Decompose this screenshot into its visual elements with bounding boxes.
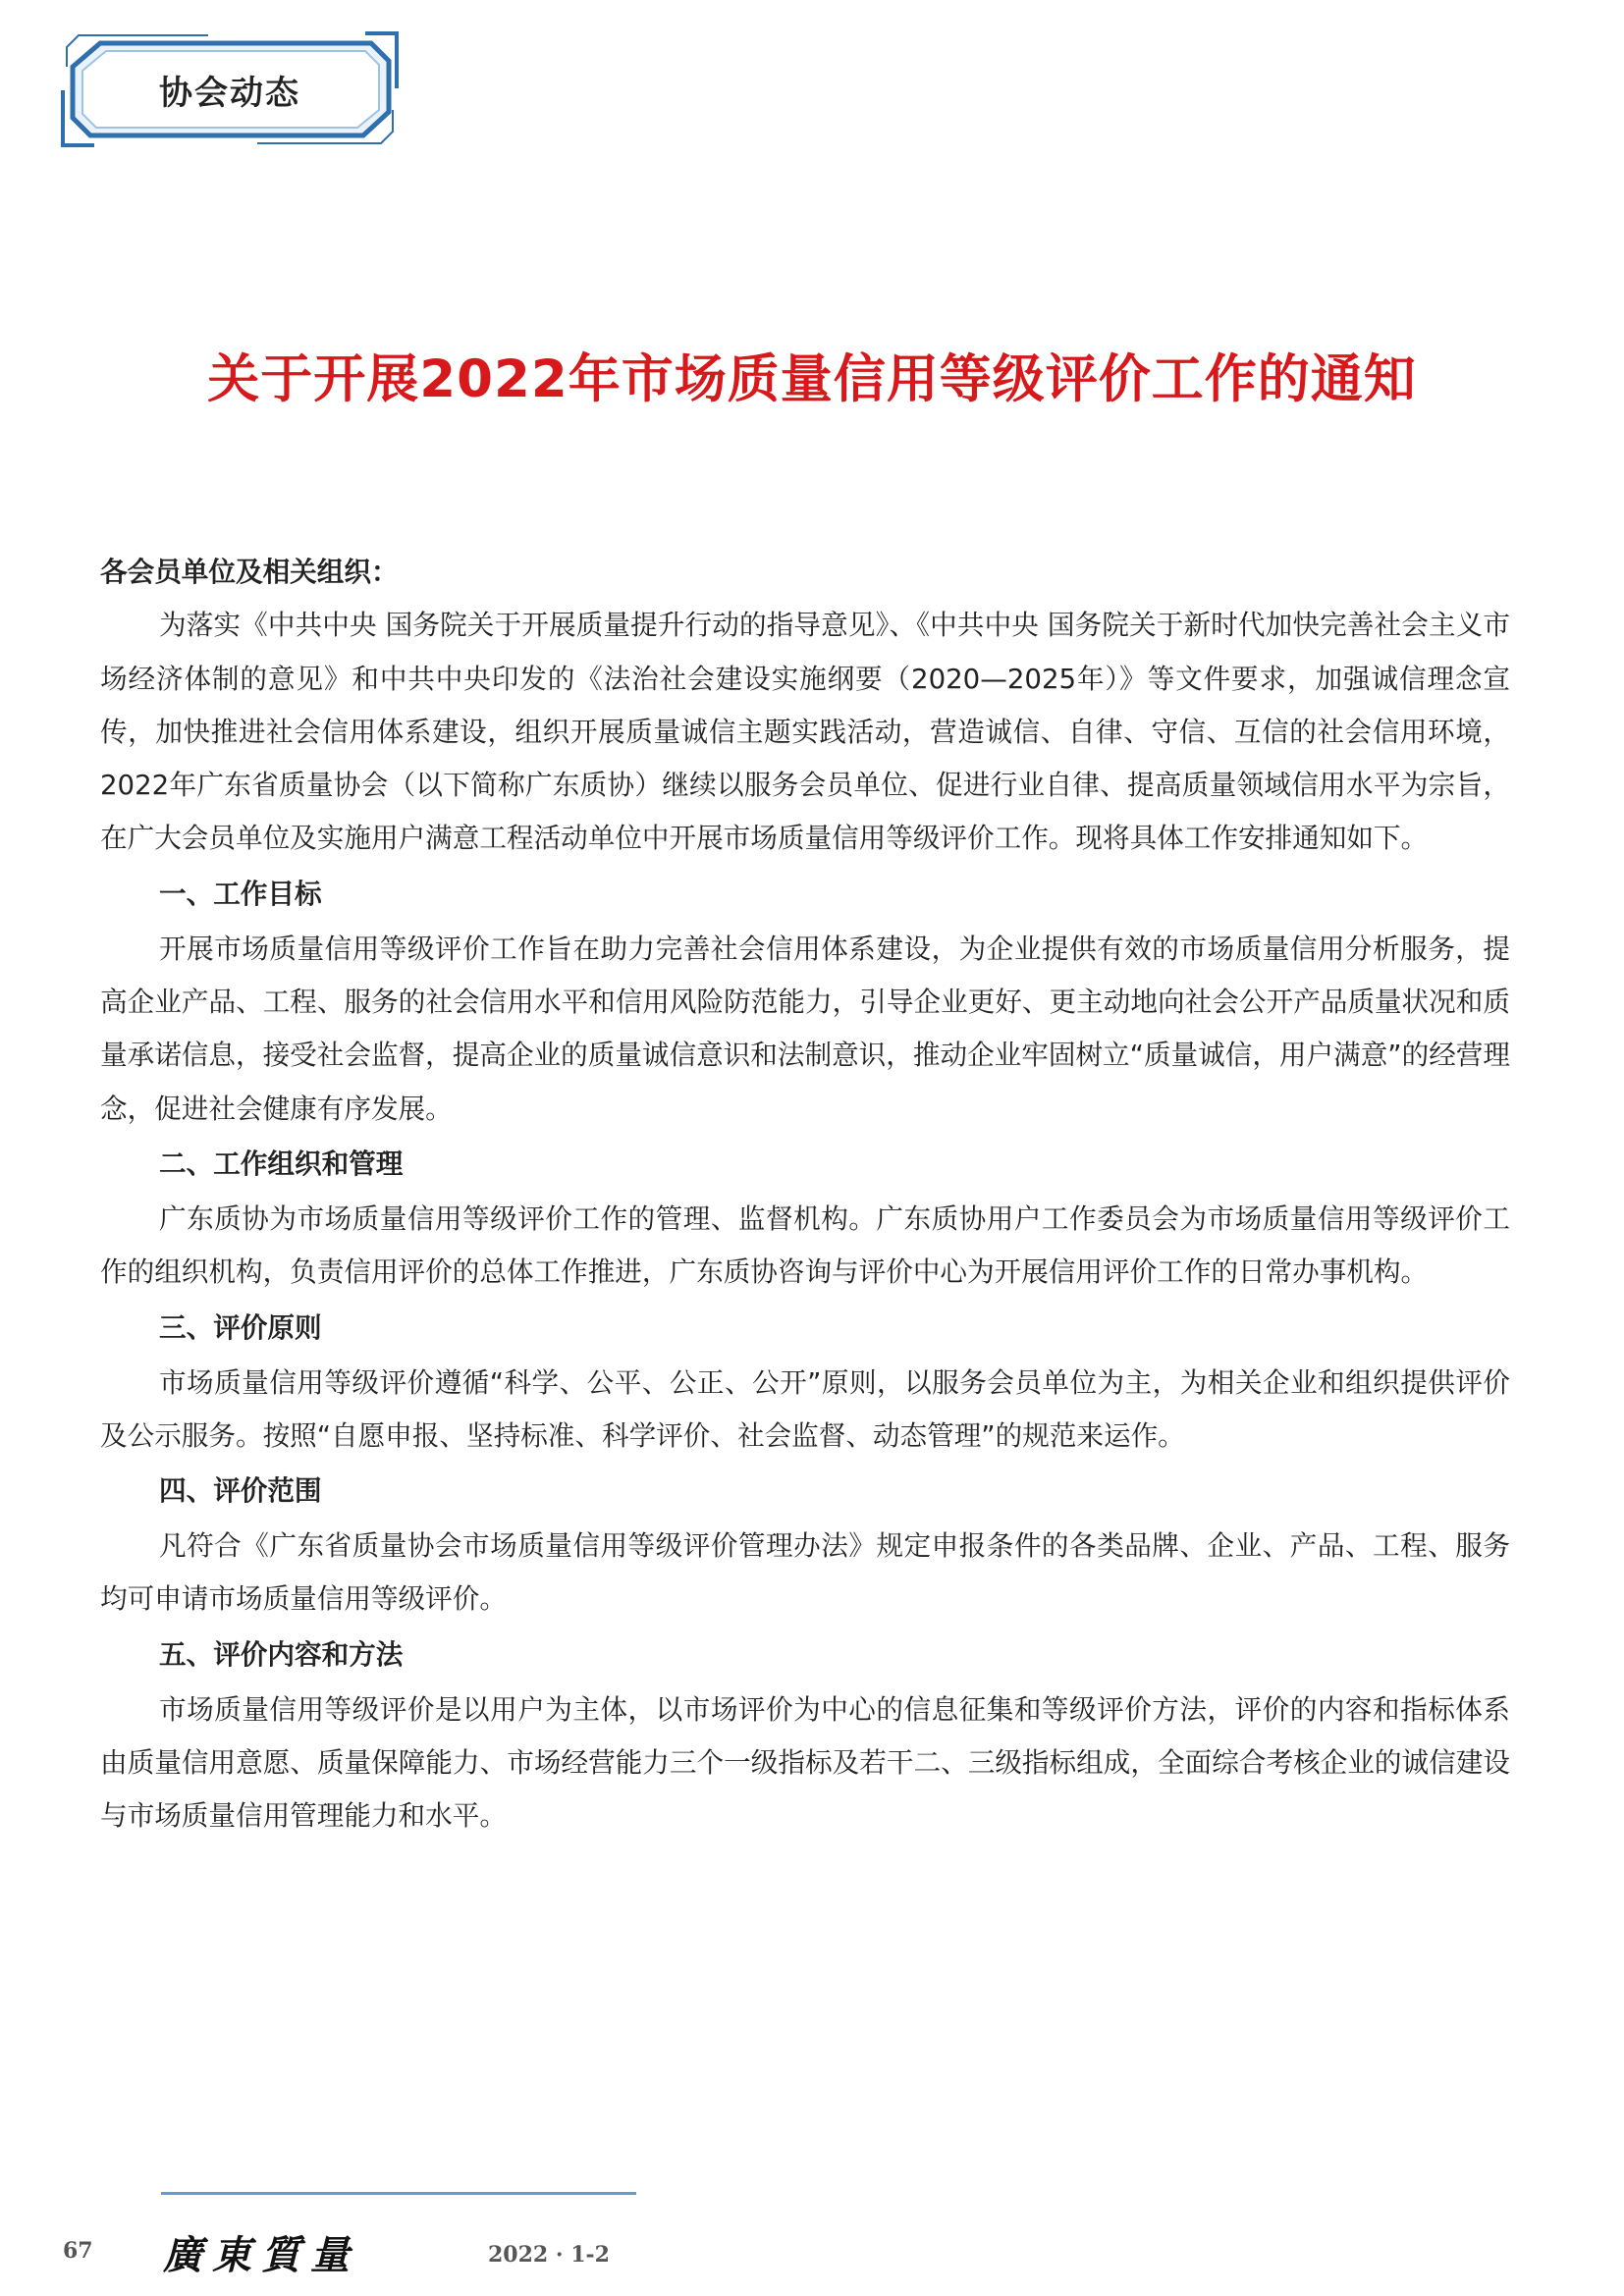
- section-paragraph: 市场质量信用等级评价是以用户为主体，以市场评价为中心的信息征集和等级评价方法，评价的内容和指标体系由质量信用意愿、质量保障能力、市场经营能力三个一级指标及若干二、三级指标组成，全面综合考核企业的诚信建设与市场质量信用管理能力和水平。: [100, 1692, 1510, 1833]
- section-heading: 四、评价范围: [159, 1474, 322, 1508]
- section-paragraph: 凡符合《广东省质量协会市场质量信用等级评价管理办法》规定申报条件的各类品牌、企业、产品、工程、服务均可申请市场质量信用等级评价。: [100, 1529, 1510, 1616]
- section-heading: 二、工作组织和管理: [159, 1147, 404, 1180]
- article-title: 关于开展2022年市场质量信用等级评价工作的通知: [207, 349, 1417, 409]
- section-heading: 三、评价原则: [159, 1310, 322, 1344]
- footer-divider: [161, 2192, 636, 2195]
- section-paragraph: 开展市场质量信用等级评价工作旨在助力完善社会信用体系建设，为企业提供有效的市场质量信用分析服务，提高企业产品、工程、服务的社会信用水平和信用风险防范能力，引导企业更好、更主动地向社会公开产品质量状况和质量承诺信息，接受社会监督，提高企业的质量诚信意识和法制意识，推动企业牢固树立“质量诚信，用户满意”的经营理念，促进社会健康有序发展。: [100, 932, 1510, 1125]
- section-label: 协会动态: [159, 73, 300, 113]
- intro-paragraph: 为落实《中共中央 国务院关于开展质量提升行动的指导意见》、《中共中央 国务院关于新时代加快完善社会主义市场经济体制的意见》和中共中央印发的《法治社会建设实施纲要（2020—2025年）》等文件要求，加强诚信理念宣传，加快推进社会信用体系建设，组织开展质量诚信主题实践活动，营造诚信、自律、守信、互信的社会信用环境，2022年广东省质量协会（以下简称广东质协）继续以服务会员单位、促进行业自律、提高质量领域信用水平为宗旨，在广大会员单位及实施用户满意工程活动单位中开展市场质量信用等级评价工作。现将具体工作安排通知如下。: [100, 609, 1510, 855]
- section-paragraph: 市场质量信用等级评价遵循“科学、公平、公正、公开”原则，以服务会员单位为主，为相关企业和组织提供评价及公示服务。按照“自愿申报、坚持标准、科学评价、社会监督、动态管理”的规范来运作。: [100, 1365, 1510, 1452]
- page-number: 67: [63, 2238, 93, 2264]
- section-heading: 一、工作目标: [159, 877, 322, 910]
- issue-number: 2022 · 1-2: [488, 2242, 610, 2268]
- salutation: 各会员单位及相关组织：: [100, 556, 399, 588]
- article-body: [100, 546, 1510, 1843]
- section-paragraph: 广东质协为市场质量信用等级评价工作的管理、监督机构。广东质协用户工作委员会为市场质量信用等级评价工作的组织机构，负责信用评价的总体工作推进，广东质协咨询与评价中心为开展信用评价工作的日常办事机构。: [100, 1201, 1510, 1289]
- section-heading: 五、评价内容和方法: [159, 1637, 404, 1671]
- journal-logo: 廣東質量: [163, 2232, 359, 2278]
- section-badge: [61, 31, 399, 147]
